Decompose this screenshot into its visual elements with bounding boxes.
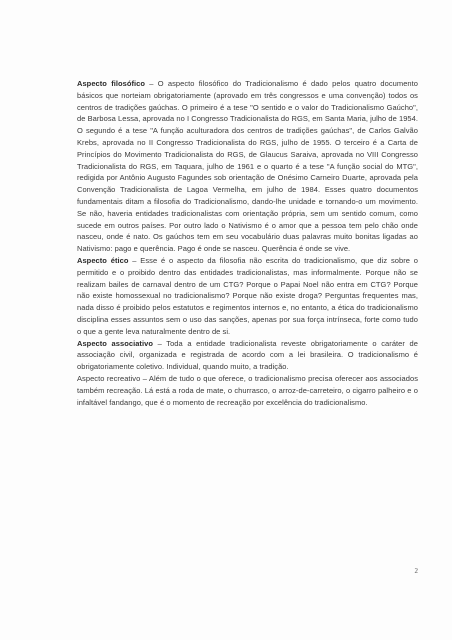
text-ethical: – Esse é o aspecto da filosofia não escrita do tradicionalismo, que diz sobre o permitido e o proibido dentro das entidades tradicionalistas, mas informalmente. Porque não se realizam bailes de carnaval dentro de um CTG? Porque o Papai Noel não entra em CTG? Porque não existe homossexual no tradicionalismo? Porque não existe droga? Perguntas frequentes mas, nada disso é proibido pelos estatutos e regimentos internos e, no entanto, a ética do tradicionalismo disciplina esses assuntos sem o uso das sanções, apenas por sua força intrínseca, forte como tudo o que a gente leva naturalmente dentro de si. — [77, 255, 418, 336]
text-philosophical: – O aspecto filosófico do Tradicionalismo é dado pelos quatro documento básicos que norteiam obrigatoriamente (aprovado em três congressos e uma convenção) todos os centros de tradições gaúchas. O primeiro é a tese "O sentido e o valor do Tradicionalismo Gaúcho", de Barbosa Lessa, aprovada no I Congresso Tradicionalista do RGS, em Santa Maria, julho de 1954. O segundo é a tese "A função aculturadora dos centros de tradições gaúchas", de Carlos Galvão Krebs, aprovada no II Congresso Tradicionalista do RGS, julho de 1955. O terceiro é a Carta de Princípios do Movimento Tradicionalista do RGS, de Glaucus Saraiva, aprovada no VIII Congresso Tradicionalista do RGS, em Taquara, julho de 1961 e o quarto é a tese "A função social do MTG", redigida por Antônio Augusto Fagundes sob orientação de Onésimo Carneiro Duarte, aprovada pela Convenção Tradicionalista de Lagoa Vermelha, em julho de 1984. Esses quatro documentos fundamentais ditam a filosofia do Tradicionalismo, dando-lhe unidade e tornando-o um movimento. Se não, haveria entidades tradicionalistas com orientação própria, sem um sentido comum, como sucede em outros países. Por outro lado o Nativismo é o amor que a pessoa tem pelo chão onde nasceu, onde é nato. Os gaúchos tem em seu vocabulário duas palavras muito bonitas ligadas ao Nativismo: pago e querência. Pago é onde se nasceu. Querência é onde se vive. — [77, 79, 418, 254]
text-recreational: Aspecto recreativo – Além de tudo o que oferece, o tradicionalismo precisa oferecer aos associados também recreação. Lá está a roda de mate, o churrasco, o arroz-de-carreteiro, o cigarro palheiro e o infaltável fandango, que é o momento de recreação por excelência do tradicionalismo. — [77, 373, 418, 407]
body-text — [77, 78, 418, 408]
page-number: 2 — [414, 567, 418, 575]
heading-philosophical: Aspecto filosófico — [77, 79, 146, 88]
heading-ethical: Aspecto ético — [77, 255, 129, 265]
heading-associative: Aspecto associativo — [77, 338, 153, 348]
paragraph-philosophical — [77, 78, 418, 255]
text-associative: – Toda a entidade tradicionalista reveste obrigatoriamente o caráter de associação civil, organizada e registrada de acordo com a lei brasileira. O tradicionalismo é obrigatoriamente coletivo. Individual, quando muito, a tradição. — [77, 338, 419, 372]
paragraph-recreational — [77, 373, 418, 408]
paragraph-associative — [77, 338, 418, 373]
paragraph-ethical — [77, 255, 418, 338]
